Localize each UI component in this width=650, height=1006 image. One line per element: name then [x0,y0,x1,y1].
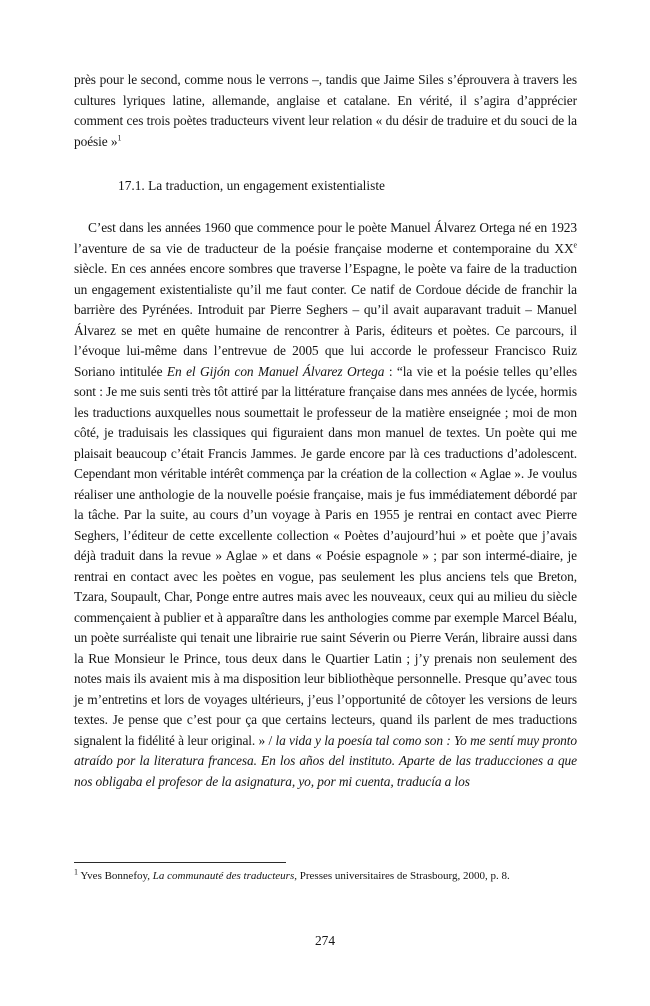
paragraph-main [74,218,577,792]
footnote-title: La communauté des traducteurs [152,870,295,882]
footnote-number: 1 [74,867,78,877]
century-superscript: e [573,240,577,250]
main-text-3: : “la vie et la poésie telles qu’elles sont : Je me suis senti très tôt attiré par la littérature française dans mes années de lycée, hormis les traductions auxquelles nous soumettait le professeur de la matière enseignée ; moi de mon côté, je traduisais les classiques qui figuraient dans mon manuel de textes. Un poète qui me plaisait beaucoup c’était Francis Jammes. Je garde encore par là ces traductions d’adolescent. Cependant mon véritable intérêt commença par la création de la collection « Aglae ». Je voulus réaliser une anthologie de la nouvelle poésie française, mais je fus immédiatement débordé par la tâche. Par la suite, au cours d’un voyage à Paris en 1955 je rentrai en contact avec Pierre Seghers, l’éditeur de cette excellente collection « Poètes d’aujourd’hui » et poète que j’avais déjà traduit dans la revue » Aglae » et dans « Poésie espagnole » ; par son intermé-diaire, je rentrai en contact avec les poètes en vogue, pas seulement les plus anciens tels que Breton, Tzara, Soupault, Char, Ponge entre autres mais avec les nouveaux, ceux qui au milieu du siècle commençaient à publier et à apparaître dans les anthologies comme par exemple Marcel Béalu, un poète surréaliste qui tenait une librairie rue saint Séverin ou Pierre Verán, libraire aussi dans la Rue Monsieur le Prince, tous deux dans le Quartier Latin ; j’y prenais non seulement des notes mais ils avaient mis à ma disposition leur bibliothèque personnelle. Presque qu’avec tous je m’entretins et lors de voyages ultérieurs, j’eus l’opportunité de côtoyer les versions de leurs textes. Je pense que c’est pour ça que certains lecteurs, quand ils parlent de mes traductions signalent la fidélité à leur original. » / [74,363,577,748]
intro-text: près pour le second, comme nous le verrons –, tandis que Jaime Siles s’éprouvera à travers les cultures lyriques latine, allemande, anglaise et catalane. En vérité, il s’agira d’apprécier comment ces trois poètes traducteurs vivent leur relation « du désir de traduire et du souci de la poésie » [74,72,577,149]
paragraph-intro [74,70,577,152]
footnote-divider [74,862,286,863]
section-heading: 17.1. La traduction, un engagement existentialiste [118,178,385,193]
spanish-quote: la vida y la poesía tal como son : Yo me sentí muy pronto atraído por la literatura francesa. En los años del instituto. Aparte de las traducciones a que nos obligaba el profesor de la asignatura, yo, por mi cuenta, traducía a los [74,732,577,789]
interview-title: En el Gijón con Manuel Álvarez Ortega [166,363,385,379]
main-text-1: C’est dans les années 1960 que commence pour le poète Manuel Álvarez Ortega né en 1923 l’aventure de sa vie de traducteur de la poésie française moderne et contemporaine du XX [74,220,577,256]
footnote-rest: , Presses universitaires de Strasbourg, 2000, p. 8. [294,870,510,882]
footnote-author: Yves Bonnefoy, [80,870,153,882]
footnote [74,868,577,884]
page-number: 274 [314,933,336,948]
footnote-ref: 1 [117,133,122,143]
main-text-2: siècle. En ces années encore sombres que traverse l’Espagne, le poète va faire de la traduction un engagement existentialiste qu’il me faut conter. Ce natif de Cordoue décide de franchir la barrière des Pyrénées. Introduit par Pierre Seghers – qu’il avait auparavant traduit – Manuel Álvarez se met en quête humaine de rencontrer à Paris, éditeurs et poètes. Ce parcours, il l’évoque lui-même dans l’entrevue de 2005 que lui accorde le professeur Francisco Ruiz Soriano intitulée [74,261,577,379]
